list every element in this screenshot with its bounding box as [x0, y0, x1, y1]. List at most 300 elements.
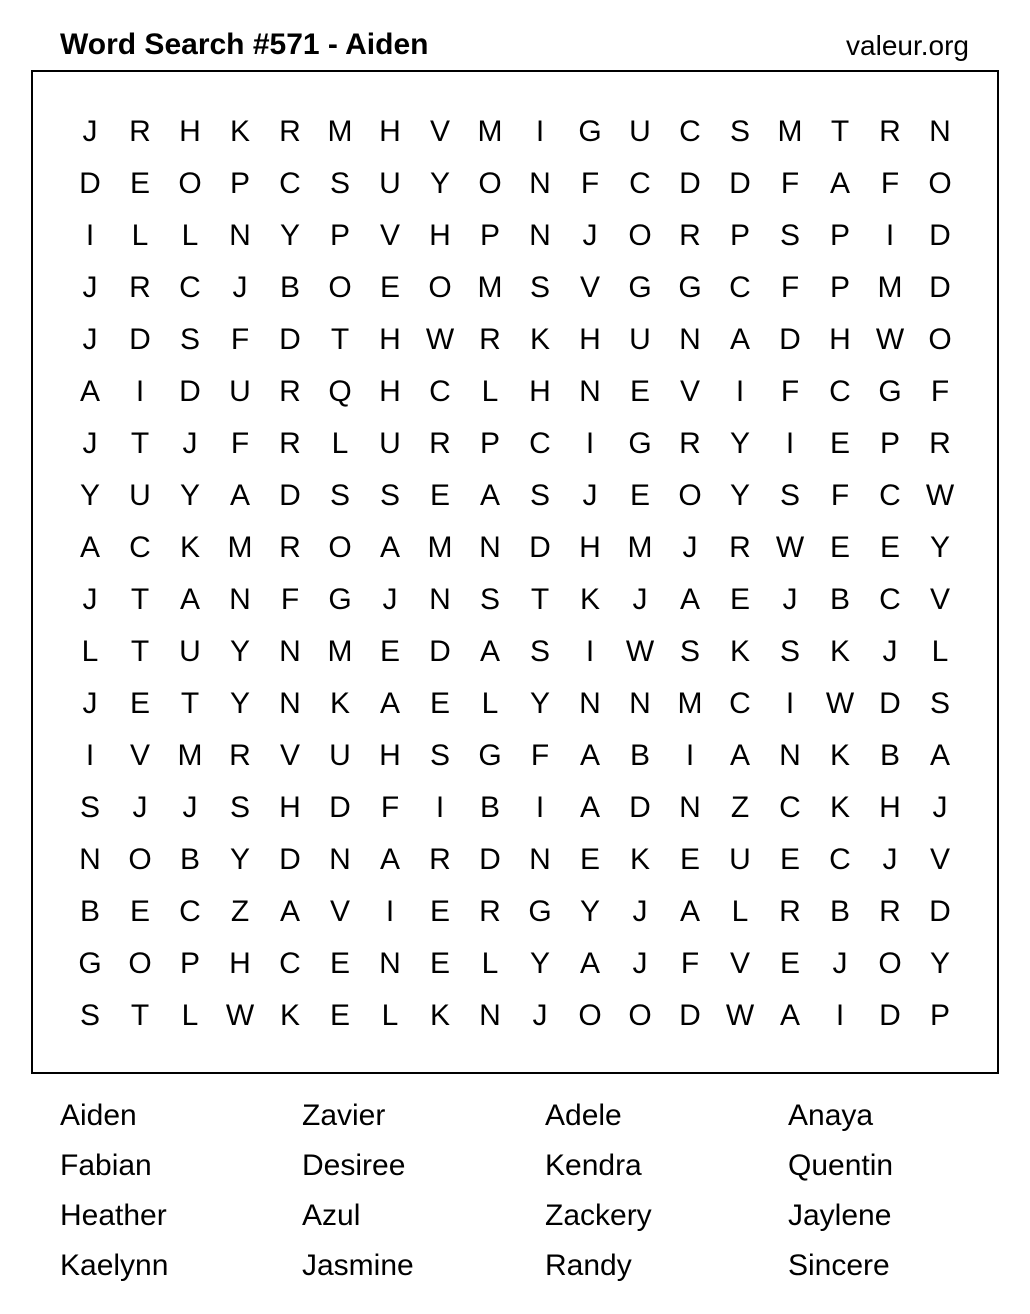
grid-letter: J — [382, 583, 398, 616]
puzzle-grid-frame — [31, 70, 999, 1074]
grid-letter: J — [882, 843, 898, 876]
word-list-item: Zavier — [302, 1099, 386, 1132]
word-list-item: Heather — [60, 1199, 167, 1232]
grid-letter: V — [329, 895, 350, 928]
grid-letter: D — [79, 167, 101, 200]
grid-letter: J — [932, 791, 948, 824]
grid-letter: B — [279, 271, 300, 304]
grid-letter: I — [835, 999, 845, 1032]
grid-letter: N — [529, 167, 551, 200]
grid-letter: O — [128, 947, 152, 980]
grid-letter: F — [230, 427, 250, 460]
grid-letter: U — [729, 843, 751, 876]
grid-letter: U — [629, 323, 651, 356]
grid-letter: Y — [429, 167, 450, 200]
grid-letter: F — [830, 479, 850, 512]
grid-letter: U — [379, 167, 401, 200]
grid-letter: H — [379, 375, 401, 408]
grid-letter: D — [429, 635, 451, 668]
grid-letter: S — [729, 115, 750, 148]
grid-letter: P — [229, 167, 250, 200]
grid-letter: H — [829, 323, 851, 356]
grid-letter: E — [129, 167, 150, 200]
grid-letter: L — [181, 999, 199, 1032]
grid-letter: L — [731, 895, 749, 928]
grid-letter: B — [829, 895, 850, 928]
grid-letter: N — [329, 843, 351, 876]
grid-letter: S — [779, 219, 800, 252]
grid-letter: H — [179, 115, 201, 148]
grid-letter: O — [428, 271, 452, 304]
grid-letter: A — [679, 895, 700, 928]
grid-letter: Y — [229, 635, 250, 668]
grid-letter: I — [685, 739, 695, 772]
word-list-item: Sincere — [788, 1249, 890, 1282]
word-list-item: Adele — [545, 1099, 622, 1132]
grid-letter: N — [579, 687, 601, 720]
grid-letter: N — [679, 323, 701, 356]
grid-letter: N — [929, 115, 951, 148]
grid-letter: F — [880, 167, 900, 200]
grid-letter: C — [779, 791, 801, 824]
grid-letter: N — [529, 843, 551, 876]
grid-letter: H — [879, 791, 901, 824]
grid-letter: V — [579, 271, 600, 304]
grid-letter: D — [629, 791, 651, 824]
grid-letter: A — [379, 843, 400, 876]
grid-letter: A — [579, 947, 600, 980]
grid-letter: Y — [529, 947, 550, 980]
grid-letter: P — [479, 219, 500, 252]
grid-letter: O — [878, 947, 902, 980]
grid-letter: G — [578, 115, 602, 148]
grid-letter: A — [729, 323, 750, 356]
grid-letter: H — [379, 115, 401, 148]
grid-letter: E — [779, 843, 800, 876]
grid-letter: U — [179, 635, 201, 668]
grid-letter: F — [780, 271, 800, 304]
grid-letter: H — [429, 219, 451, 252]
grid-letter: D — [729, 167, 751, 200]
grid-letter: J — [182, 791, 198, 824]
grid-letter: J — [632, 583, 648, 616]
grid-letter: F — [680, 947, 700, 980]
grid-letter: D — [929, 271, 951, 304]
grid-letter: R — [879, 115, 901, 148]
grid-letter: S — [479, 583, 500, 616]
grid-letter: E — [429, 479, 450, 512]
grid-letter: A — [479, 479, 500, 512]
grid-letter: C — [429, 375, 451, 408]
grid-letter: M — [177, 739, 203, 772]
grid-letter: L — [131, 219, 149, 252]
grid-letter: C — [829, 375, 851, 408]
grid-letter: A — [779, 999, 800, 1032]
grid-letter: N — [529, 219, 551, 252]
grid-letter: K — [729, 635, 750, 668]
grid-letter: S — [779, 635, 800, 668]
grid-letter: I — [785, 427, 795, 460]
grid-letter: J — [132, 791, 148, 824]
grid-letter: D — [529, 531, 551, 564]
grid-letter: J — [82, 427, 98, 460]
grid-letter: E — [329, 999, 350, 1032]
word-list-item: Randy — [545, 1249, 632, 1282]
grid-letter: I — [585, 635, 595, 668]
grid-letter: J — [532, 999, 548, 1032]
grid-letter: D — [279, 843, 301, 876]
grid-letter: P — [829, 271, 850, 304]
grid-letter: T — [130, 635, 150, 668]
grid-letter: C — [629, 167, 651, 200]
grid-letter: A — [829, 167, 850, 200]
grid-letter: J — [832, 947, 848, 980]
grid-letter: L — [931, 635, 949, 668]
grid-letter: K — [829, 739, 850, 772]
grid-letter: V — [729, 947, 750, 980]
grid-letter: S — [779, 479, 800, 512]
grid-letter: H — [579, 323, 601, 356]
grid-letter: Y — [729, 427, 750, 460]
grid-letter: E — [429, 895, 450, 928]
grid-letter: M — [677, 687, 703, 720]
grid-letter: O — [178, 167, 202, 200]
grid-letter: S — [379, 479, 400, 512]
grid-letter: A — [379, 687, 400, 720]
grid-letter: I — [135, 375, 145, 408]
grid-letter: Y — [929, 531, 950, 564]
grid-letter: E — [629, 375, 650, 408]
grid-letter: U — [129, 479, 151, 512]
grid-letter: B — [879, 739, 900, 772]
grid-letter: A — [229, 479, 250, 512]
grid-letter: J — [582, 219, 598, 252]
grid-letter: N — [379, 947, 401, 980]
grid-letter: M — [427, 531, 453, 564]
grid-letter: N — [79, 843, 101, 876]
grid-letter: A — [79, 531, 100, 564]
grid-letter: L — [481, 375, 499, 408]
grid-letter: E — [379, 635, 400, 668]
grid-letter: N — [779, 739, 801, 772]
grid-letter: N — [279, 635, 301, 668]
grid-letter: S — [929, 687, 950, 720]
grid-letter: M — [777, 115, 803, 148]
grid-letter: S — [79, 791, 100, 824]
grid-letter: O — [678, 479, 702, 512]
grid-letter: K — [179, 531, 200, 564]
grid-letter: N — [229, 219, 251, 252]
grid-letter: V — [429, 115, 450, 148]
grid-letter: H — [579, 531, 601, 564]
grid-letter: I — [585, 427, 595, 460]
grid-letter: I — [85, 739, 95, 772]
grid-letter: A — [579, 739, 600, 772]
grid-letter: E — [729, 583, 750, 616]
grid-letter: P — [179, 947, 200, 980]
grid-letter: S — [529, 271, 550, 304]
grid-letter: J — [82, 323, 98, 356]
word-list-item: Fabian — [60, 1149, 152, 1182]
grid-letter: C — [729, 687, 751, 720]
grid-letter: D — [279, 323, 301, 356]
grid-letter: W — [725, 999, 755, 1032]
grid-letter: K — [429, 999, 450, 1032]
grid-letter: S — [229, 791, 250, 824]
grid-letter: F — [930, 375, 950, 408]
grid-letter: H — [279, 791, 301, 824]
grid-letter: C — [279, 167, 301, 200]
grid-letter: F — [530, 739, 550, 772]
grid-letter: J — [232, 271, 248, 304]
grid-letter: R — [279, 375, 301, 408]
grid-letter: E — [629, 479, 650, 512]
grid-letter: S — [79, 999, 100, 1032]
letter-grid — [33, 72, 997, 1072]
word-list — [60, 1098, 1010, 1308]
site-name: valeur.org — [846, 30, 969, 61]
grid-letter: Z — [230, 895, 250, 928]
grid-letter: W — [925, 479, 955, 512]
grid-letter: R — [929, 427, 951, 460]
word-list-item: Azul — [302, 1199, 361, 1232]
grid-letter: K — [329, 687, 350, 720]
grid-letter: V — [929, 843, 950, 876]
grid-letter: J — [632, 947, 648, 980]
grid-letter: E — [679, 843, 700, 876]
grid-letter: Z — [730, 791, 750, 824]
grid-letter: Y — [229, 843, 250, 876]
grid-letter: E — [379, 271, 400, 304]
grid-letter: L — [331, 427, 349, 460]
grid-letter: W — [425, 323, 455, 356]
grid-letter: F — [580, 167, 600, 200]
word-list-item: Desiree — [302, 1149, 406, 1182]
grid-letter: E — [429, 687, 450, 720]
grid-letter: E — [829, 531, 850, 564]
grid-letter: S — [329, 479, 350, 512]
grid-letter: T — [330, 323, 350, 356]
grid-letter: C — [129, 531, 151, 564]
grid-letter: N — [679, 791, 701, 824]
grid-letter: E — [829, 427, 850, 460]
grid-letter: V — [379, 219, 400, 252]
grid-letter: J — [82, 687, 98, 720]
grid-letter: M — [227, 531, 253, 564]
grid-letter: A — [179, 583, 200, 616]
grid-letter: A — [279, 895, 300, 928]
grid-letter: L — [181, 219, 199, 252]
grid-letter: A — [579, 791, 600, 824]
grid-letter: C — [729, 271, 751, 304]
grid-letter: P — [729, 219, 750, 252]
grid-letter: S — [179, 323, 200, 356]
grid-letter: W — [775, 531, 805, 564]
grid-letter: L — [481, 687, 499, 720]
grid-letter: R — [879, 895, 901, 928]
word-list-item: Zackery — [545, 1199, 652, 1232]
grid-letter: A — [479, 635, 500, 668]
grid-letter: D — [779, 323, 801, 356]
grid-letter: W — [875, 323, 905, 356]
grid-letter: K — [579, 583, 600, 616]
grid-letter: P — [879, 427, 900, 460]
grid-letter: G — [878, 375, 902, 408]
grid-letter: J — [782, 583, 798, 616]
grid-letter: Y — [79, 479, 100, 512]
grid-letter: O — [928, 167, 952, 200]
grid-letter: R — [679, 427, 701, 460]
grid-letter: A — [79, 375, 100, 408]
grid-letter: K — [279, 999, 300, 1032]
grid-letter: A — [929, 739, 950, 772]
grid-letter: B — [629, 739, 650, 772]
grid-letter: L — [81, 635, 99, 668]
word-list-item: Kendra — [545, 1149, 642, 1182]
grid-letter: R — [779, 895, 801, 928]
grid-letter: R — [479, 323, 501, 356]
grid-letter: C — [829, 843, 851, 876]
grid-letter: H — [529, 375, 551, 408]
grid-letter: M — [627, 531, 653, 564]
grid-letter: C — [529, 427, 551, 460]
grid-letter: E — [879, 531, 900, 564]
grid-letter: J — [82, 115, 98, 148]
grid-letter: T — [130, 583, 150, 616]
grid-letter: Y — [529, 687, 550, 720]
grid-letter: D — [879, 687, 901, 720]
grid-letter: M — [327, 635, 353, 668]
grid-letter: D — [129, 323, 151, 356]
word-list-item: Anaya — [788, 1099, 874, 1132]
grid-letter: D — [279, 479, 301, 512]
grid-letter: C — [179, 271, 201, 304]
grid-letter: C — [279, 947, 301, 980]
grid-letter: O — [628, 219, 652, 252]
grid-letter: G — [478, 739, 502, 772]
grid-letter: A — [379, 531, 400, 564]
grid-letter: V — [679, 375, 700, 408]
grid-letter: M — [477, 115, 503, 148]
grid-letter: M — [477, 271, 503, 304]
grid-letter: M — [327, 115, 353, 148]
grid-letter: D — [679, 167, 701, 200]
grid-letter: B — [79, 895, 100, 928]
grid-letter: U — [379, 427, 401, 460]
grid-letter: C — [879, 583, 901, 616]
grid-letter: F — [780, 167, 800, 200]
grid-letter: J — [182, 427, 198, 460]
grid-letter: T — [530, 583, 550, 616]
grid-letter: D — [179, 375, 201, 408]
grid-letter: M — [877, 271, 903, 304]
word-list-item: Quentin — [788, 1149, 894, 1182]
word-list-item: Jaylene — [788, 1199, 892, 1232]
grid-letter: K — [229, 115, 250, 148]
grid-letter: W — [625, 635, 655, 668]
grid-letter: V — [129, 739, 150, 772]
grid-letter: B — [479, 791, 500, 824]
grid-letter: K — [829, 635, 850, 668]
grid-letter: O — [328, 271, 352, 304]
grid-letter: G — [328, 583, 352, 616]
grid-letter: B — [179, 843, 200, 876]
grid-letter: R — [479, 895, 501, 928]
grid-letter: Q — [328, 375, 352, 408]
grid-letter: Y — [729, 479, 750, 512]
grid-letter: C — [679, 115, 701, 148]
grid-letter: G — [628, 427, 652, 460]
grid-letter: G — [528, 895, 552, 928]
grid-letter: F — [380, 791, 400, 824]
grid-letter: R — [129, 271, 151, 304]
grid-letter: R — [429, 427, 451, 460]
grid-letter: G — [78, 947, 102, 980]
grid-letter: Y — [279, 219, 300, 252]
grid-letter: I — [535, 791, 545, 824]
grid-letter: S — [529, 479, 550, 512]
grid-letter: I — [735, 375, 745, 408]
grid-letter: I — [385, 895, 395, 928]
grid-letter: W — [825, 687, 855, 720]
grid-letter: J — [882, 635, 898, 668]
grid-letter: I — [535, 115, 545, 148]
grid-letter: S — [679, 635, 700, 668]
grid-letter: O — [478, 167, 502, 200]
grid-letter: P — [479, 427, 500, 460]
grid-letter: K — [529, 323, 550, 356]
grid-letter: Y — [179, 479, 200, 512]
grid-letter: I — [435, 791, 445, 824]
grid-letter: D — [929, 219, 951, 252]
grid-letter: J — [82, 583, 98, 616]
grid-letter: D — [929, 895, 951, 928]
grid-letter: K — [829, 791, 850, 824]
grid-letter: P — [929, 999, 950, 1032]
grid-letter: R — [729, 531, 751, 564]
page-title: Word Search #571 - Aiden — [60, 28, 429, 61]
grid-letter: I — [785, 687, 795, 720]
grid-letter: T — [830, 115, 850, 148]
grid-letter: A — [679, 583, 700, 616]
grid-letter: G — [678, 271, 702, 304]
grid-letter: Y — [229, 687, 250, 720]
grid-letter: S — [529, 635, 550, 668]
grid-letter: I — [885, 219, 895, 252]
grid-letter: R — [229, 739, 251, 772]
grid-letter: P — [829, 219, 850, 252]
grid-letter: Y — [929, 947, 950, 980]
grid-letter: J — [582, 479, 598, 512]
grid-letter: F — [230, 323, 250, 356]
grid-letter: W — [225, 999, 255, 1032]
grid-letter: E — [579, 843, 600, 876]
grid-letter: U — [229, 375, 251, 408]
grid-letter: N — [579, 375, 601, 408]
grid-letter: V — [929, 583, 950, 616]
grid-letter: E — [329, 947, 350, 980]
grid-letter: N — [229, 583, 251, 616]
grid-letter: R — [129, 115, 151, 148]
grid-letter: A — [729, 739, 750, 772]
grid-letter: U — [629, 115, 651, 148]
grid-letter: I — [85, 219, 95, 252]
grid-letter: G — [628, 271, 652, 304]
grid-letter: N — [479, 999, 501, 1032]
grid-letter: L — [381, 999, 399, 1032]
word-list-item: Kaelynn — [60, 1249, 169, 1282]
grid-letter: N — [429, 583, 451, 616]
